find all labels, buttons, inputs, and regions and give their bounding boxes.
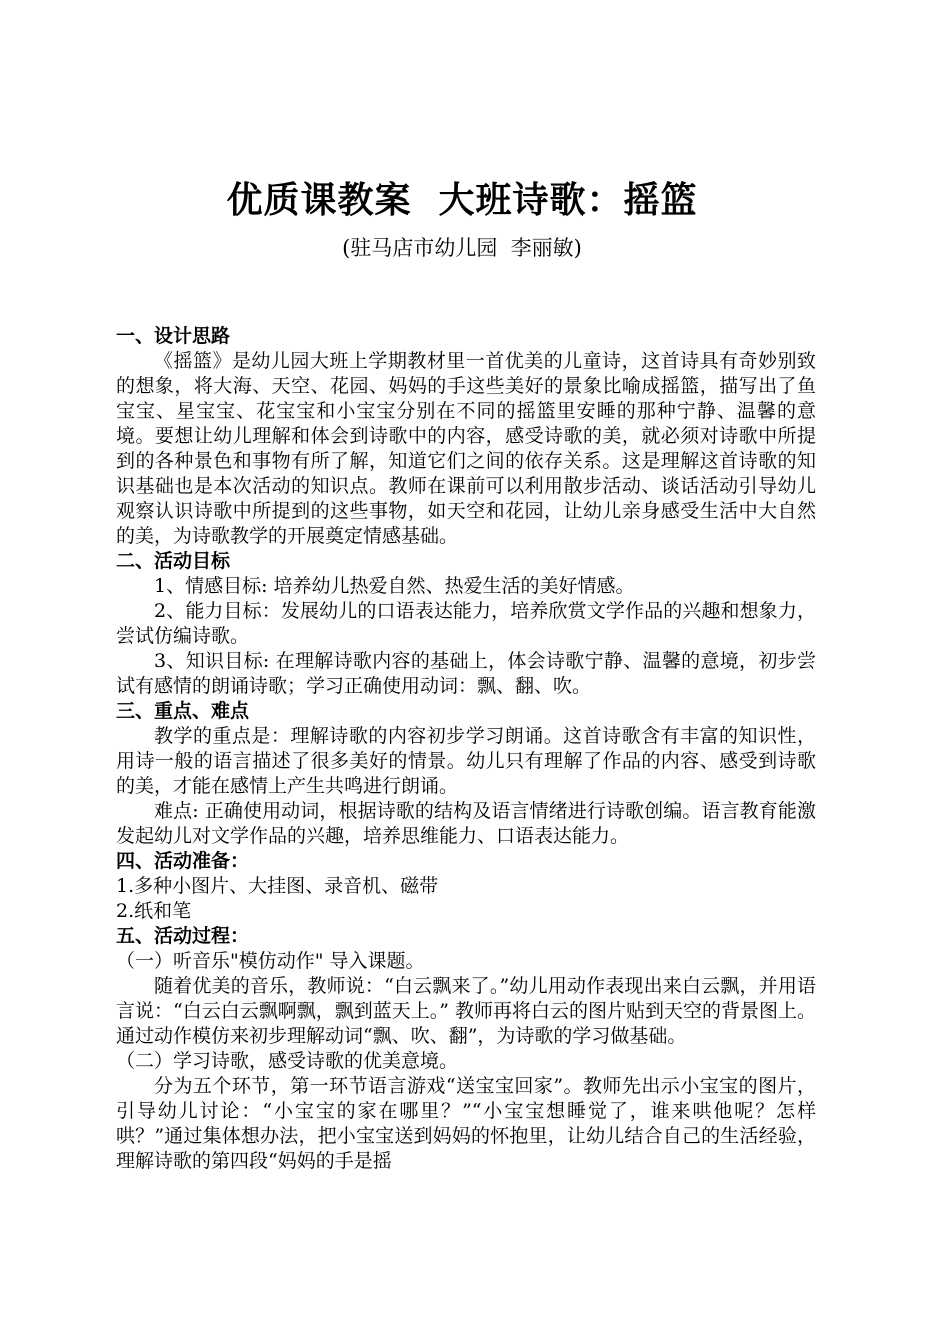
process-paragraph: 分为五个环节，第一环节语言游戏“送宝宝回家”。教师先出示小宝宝的图片，引导幼儿讨论：“小宝宝的家在哪里？”“小宝宝想睡觉了，谁来哄他呢？怎样哄？”通过集体想办法，把小宝宝送到妈妈的怀抱里，让幼儿结合自己的生活经验，理解诗歌的第四段“妈妈的手是摇	[116, 1075, 816, 1172]
process-paragraph: 随着优美的音乐，教师说：“白云飘来了。”幼儿用动作表现出来白云飘，并用语言说：“白云白云飘啊飘，飘到蓝天上。” 教师再将白云的图片贴到天空的背景图上。通过动作模仿来初步理解动词“飘、吹、翻”，为诗歌的学习做基础。	[116, 975, 816, 1047]
goal-emotion: 1、情感目标: 培养幼儿热爱自然、热爱生活的美好情感。	[154, 575, 635, 597]
preparation-item: 2.纸和笔	[116, 900, 192, 922]
difficulty-paragraph: 难点: 正确使用动词，根据诗歌的结构及语言情绪进行诗歌创编。语言教育能激发起幼儿对文学作品的兴趣，培养思维能力、口语表达能力。	[116, 800, 816, 847]
document-title: 优质课教案 大班诗歌：摇篮	[226, 179, 698, 221]
section-heading-process: 五、活动过程：	[116, 925, 250, 947]
section-heading-goals: 二、活动目标	[116, 550, 231, 572]
key-point-paragraph: 教学的重点是：理解诗歌的内容初步学习朗诵。这首诗歌含有丰富的知识性，用诗一般的语言描述了很多美好的情景。幼儿只有理解了作品的内容、感受到诗歌的美，才能在感情上产生共鸣进行朗诵。	[116, 725, 816, 797]
process-subheading: （二）学习诗歌，感受诗歌的优美意境。	[116, 1050, 459, 1072]
document-subtitle: (驻马店市幼儿园 李丽敏)	[342, 236, 582, 260]
preparation-item: 1.多种小图片、大挂图、录音机、磁带	[116, 875, 439, 897]
document-body	[116, 324, 816, 1174]
goal-ability: 2、能力目标：发展幼儿的口语表达能力，培养欣赏文学作品的兴趣和想象力，尝试仿编诗歌。	[116, 600, 816, 647]
section-heading-key-points: 三、重点、难点	[116, 700, 250, 722]
process-subheading: （一）听音乐"模仿动作" 导入课题。	[116, 950, 425, 972]
design-paragraph: 《摇篮》是幼儿园大班上学期教材里一首优美的儿童诗，这首诗具有奇妙别致的想象，将大海、天空、花园、妈妈的手这些美好的景象比喻成摇篮，描写出了鱼宝宝、星宝宝、花宝宝和小宝宝分别在不同的摇篮里安睡的那种宁静、温馨的意境。要想让幼儿理解和体会到诗歌中的内容，感受诗歌的美，就必须对诗歌中所提到的各种景色和事物有所了解，知道它们之间的依存关系。这是理解这首诗歌的知识基础也是本次活动的知识点。教师在课前可以利用散步活动、谈话活动引导幼儿观察认识诗歌中所提到的这些事物，如天空和花园，让幼儿亲身感受生活中大自然的美，为诗歌教学的开展奠定情感基础。	[116, 350, 816, 547]
section-heading-preparation: 四、活动准备：	[116, 850, 250, 872]
goal-knowledge: 3、知识目标: 在理解诗歌内容的基础上，体会诗歌宁静、温馨的意境，初步尝试有感情的朗诵诗歌；学习正确使用动词：飘、翻、吹。	[116, 650, 816, 697]
section-heading-design: 一、设计思路	[116, 325, 231, 347]
